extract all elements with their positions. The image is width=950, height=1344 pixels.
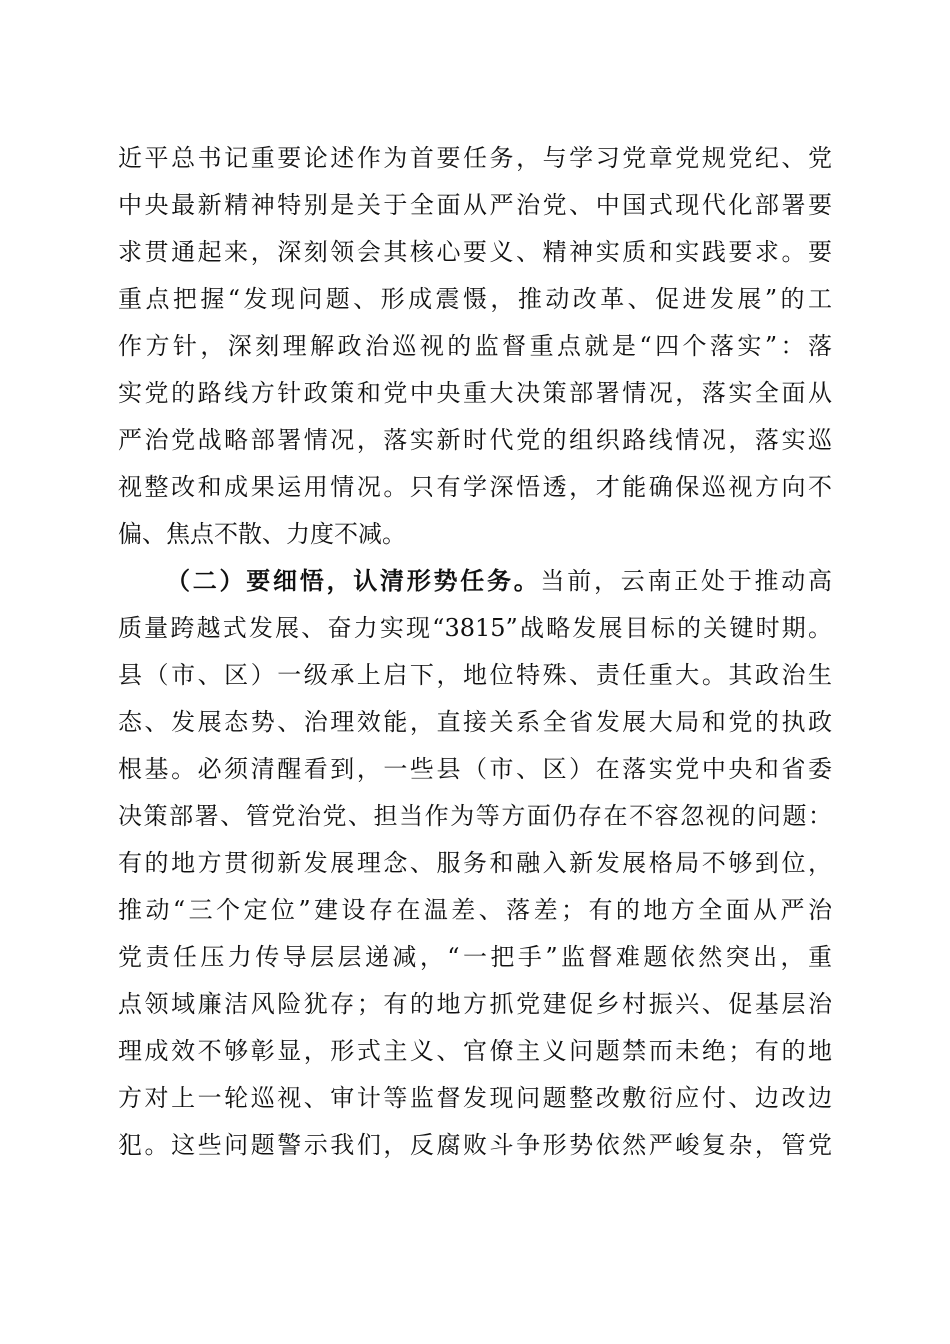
body-text-line: 根基。必须清醒看到，一些县（市、区）在落实党中央和省委	[118, 755, 832, 783]
body-text-line: 理成效不够彰显，形式主义、官僚主义问题禁而未绝；有的地	[118, 1037, 832, 1065]
body-text-line: 县（市、区）一级承上启下，地位特殊、责任重大。其政治生	[118, 661, 832, 689]
section-first-line-text: 当前，云南正处于推动高	[540, 567, 832, 595]
body-text-line: 态、发展态势、治理效能，直接关系全省发展大局和党的执政	[118, 708, 832, 736]
body-text-line: 中央最新精神特别是关于全面从严治党、中国式现代化部署要	[118, 191, 832, 219]
body-text-line: 决策部署、管党治党、担当作为等方面仍存在不容忽视的问题：	[118, 802, 832, 830]
body-text-line: 重点把握“发现问题、形成震慑，推动改革、促进发展”的工	[118, 285, 832, 313]
body-text-line: 犯。这些问题警示我们，反腐败斗争形势依然严峻复杂，管党	[118, 1131, 832, 1159]
section-heading: （二）要细悟，认清形势任务。	[166, 566, 541, 595]
body-text-line: 方对上一轮巡视、审计等监督发现问题整改敷衍应付、边改边	[118, 1084, 832, 1112]
body-text-line: 严治党战略部署情况，落实新时代党的组织路线情况，落实巡	[118, 426, 832, 454]
body-text-line: 偏、焦点不散、力度不减。	[118, 520, 406, 548]
body-text-line: 推动“三个定位”建设存在温差、落差；有的地方全面从严治	[118, 896, 832, 924]
body-text-line: 实党的路线方针政策和党中央重大决策部署情况，落实全面从	[118, 379, 832, 407]
body-text-line: 点领域廉洁风险犹存；有的地方抓党建促乡村振兴、促基层治	[118, 990, 832, 1018]
body-text-line: 视整改和成果运用情况。只有学深悟透，才能确保巡视方向不	[118, 473, 832, 501]
body-text-line: 求贯通起来，深刻领会其核心要义、精神实质和实践要求。要	[118, 238, 832, 266]
body-text-line: 党责任压力传导层层递减，“一把手”监督难题依然突出，重	[118, 943, 832, 971]
body-text-line: 作方针，深刻理解政治巡视的监督重点就是“四个落实”：落	[118, 332, 832, 360]
body-text-line: 有的地方贯彻新发展理念、服务和融入新发展格局不够到位，	[118, 849, 832, 877]
body-text-line: 近平总书记重要论述作为首要任务，与学习党章党规党纪、党	[118, 144, 832, 172]
section-first-line	[166, 563, 832, 599]
body-text-line: 质量跨越式发展、奋力实现“3815”战略发展目标的关键时期。	[118, 614, 832, 642]
